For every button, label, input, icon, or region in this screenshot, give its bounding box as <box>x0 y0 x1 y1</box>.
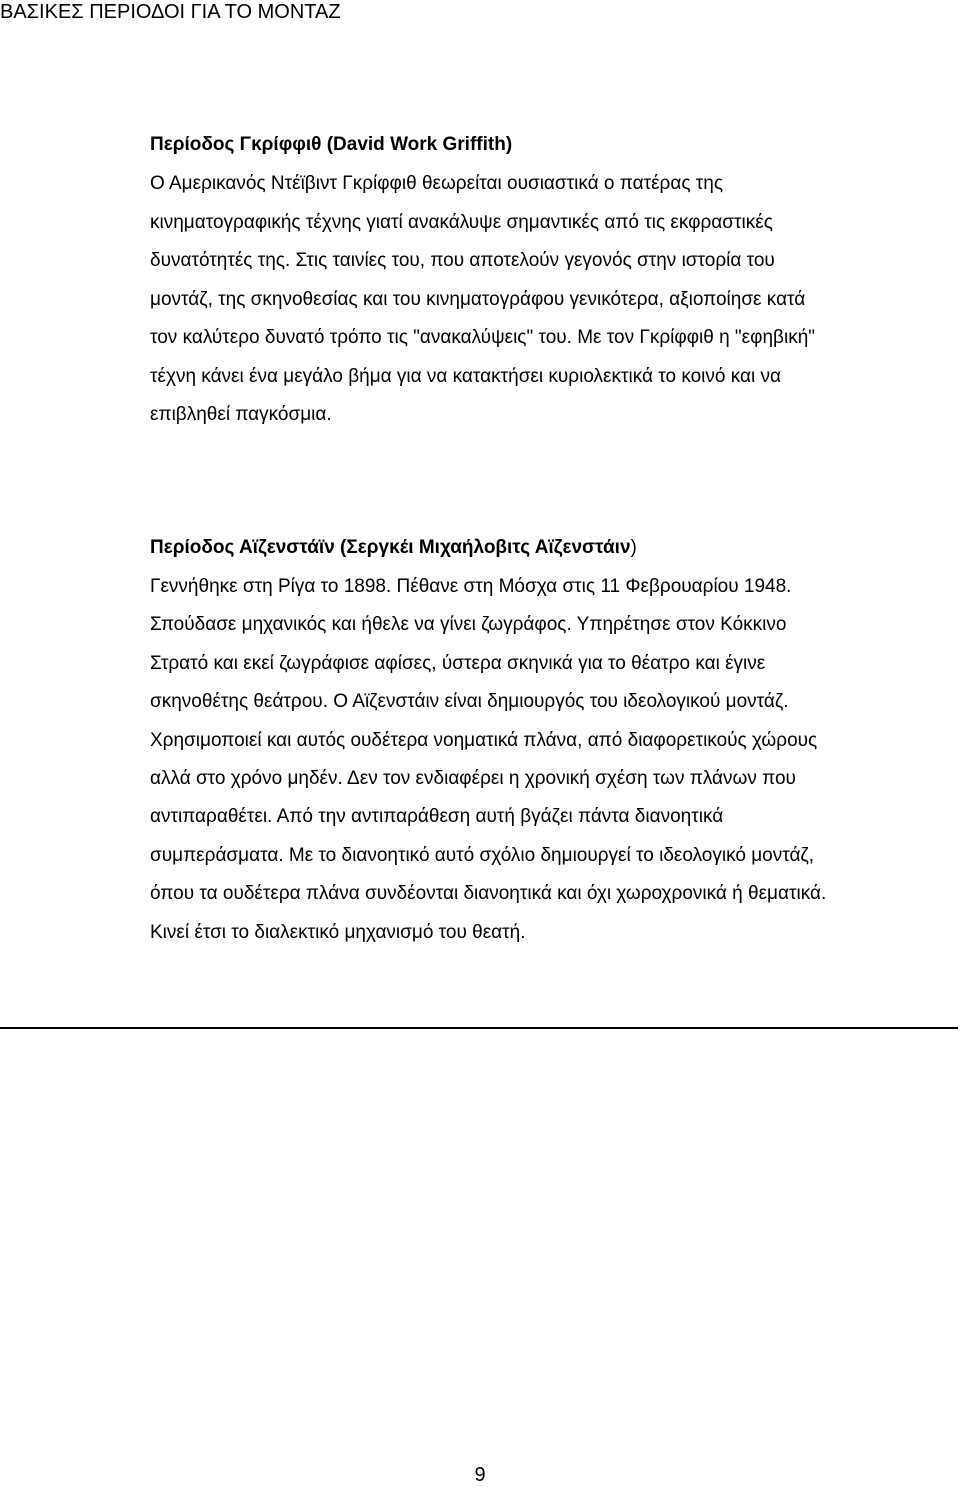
section-body <box>150 568 960 952</box>
body-line: τέχνη κάνει ένα μεγάλο βήμα για να κατακτήσει κυριολεκτικά το κοινό και να <box>150 365 781 387</box>
section-title <box>150 133 960 157</box>
body-line: Στρατό και εκεί ζωγράφισε αφίσες, ύστερα σκηνικά για το θέατρο και έγινε <box>150 652 766 674</box>
section-title <box>150 536 960 560</box>
section-title-text: Περίοδος Αϊζενστάϊν (Σεργκέι Μιχαήλοβιτς Αϊζενστάιν <box>150 537 631 558</box>
body-line: Ο Αμερικανός Ντέϊβιντ Γκρίφφιθ θεωρείται ουσιαστικά ο πατέρας της <box>150 173 724 194</box>
footnote-divider <box>0 1027 958 1029</box>
section-griffith <box>150 133 960 435</box>
body-line: δυνατότητές της. Στις ταινίες του, που αποτελούν γεγονός στην ιστορία του <box>150 250 775 271</box>
body-line: συμπεράσματα. Με το διανοητικό αυτό σχόλιο δημιουργεί το ιδεολογικό μοντάζ, <box>150 844 815 866</box>
body-line: Σπούδασε μηχανικός και ήθελε να γίνει ζωγράφος. Υπηρέτησε στον Κόκκινο <box>150 614 787 636</box>
page-header-title: ΒΑΣΙΚΕΣ ΠΕΡΙΟΔΟΙ ΓΙΑ ΤΟ ΜΟΝΤΑΖ <box>0 1 341 23</box>
body-line: επιβληθεί παγκόσμια. <box>150 404 332 425</box>
section-body <box>150 165 960 435</box>
section-title-paren: ) <box>630 537 637 558</box>
body-line: Χρησιμοποιεί και αυτός ουδέτερα νοηματικά πλάνα, από διαφορετικούς χώρους <box>150 729 818 751</box>
section-eisenstein <box>150 536 960 952</box>
section-title-text: Περίοδος Γκρίφφιθ (David Work Griffith) <box>150 134 513 155</box>
body-line: Γεννήθηκε στη Ρίγα το 1898. Πέθανε στη Μόσχα στις 11 Φεβρουαρίου 1948. <box>150 576 792 597</box>
body-line: τον καλύτερο δυνατό τρόπο τις "ανακαλύψεις" του. Με τον Γκρίφφιθ η "εφηβική" <box>150 327 815 348</box>
body-line: Κινεί έτσι το διαλεκτικό μηχανισμό του θεατή. <box>150 921 526 943</box>
body-line: όπου τα ουδέτερα πλάνα συνδέονται διανοητικά και όχι χωροχρονικά ή θεματικά. <box>150 883 827 905</box>
body-line: αλλά στο χρόνο μηδέν. Δεν τον ενδιαφέρει η χρονική σχέση των πλάνων που <box>150 768 796 790</box>
body-line: μοντάζ, της σκηνοθεσίας και του κινηματογράφου γενικότερα, αξιοποίησε κατά <box>150 288 806 310</box>
body-line: κινηματογραφικής τέχνης γιατί ανακάλυψε σημαντικές από τις εκφραστικές <box>150 211 773 233</box>
body-line: αντιπαραθέτει. Από την αντιπαράθεση αυτή βγάζει πάντα διανοητικά <box>150 806 724 828</box>
body-line: σκηνοθέτης θεάτρου. Ο Αϊζενστάιν είναι δημιουργός του ιδεολογικού μοντάζ. <box>150 691 789 713</box>
page-number: 9 <box>474 1464 486 1486</box>
